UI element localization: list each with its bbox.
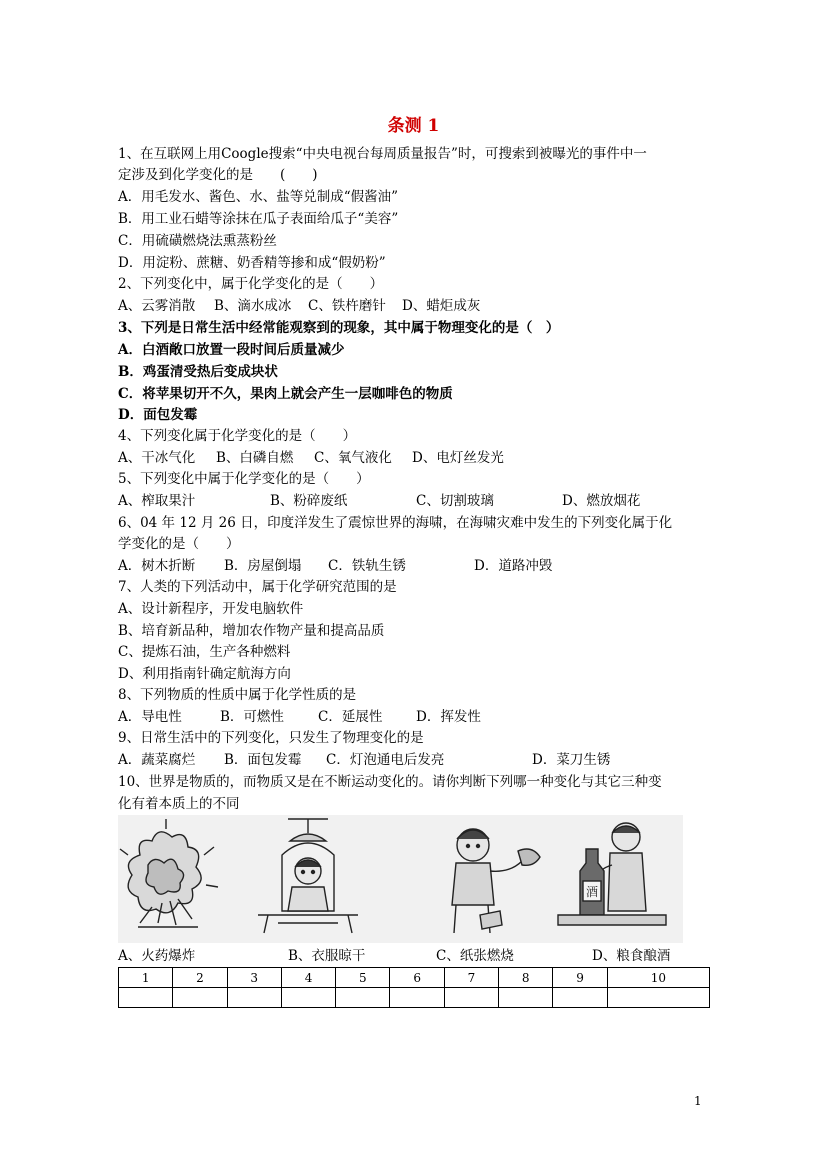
answer-blank-cell[interactable]: [390, 988, 444, 1008]
q10-option-a: A、火药爆炸: [118, 948, 196, 964]
q6-option-b: B．房屋倒塌: [224, 558, 302, 574]
drying-clothes-illustration: [258, 819, 358, 933]
answer-blank-cell[interactable]: [336, 988, 390, 1008]
q9-option-c: C．灯泡通电后发亮: [326, 752, 445, 768]
bottle-label: 酒: [585, 885, 599, 899]
q4-option-a: A、干冰气化: [118, 450, 196, 466]
q7-option-a: A、设计新程序，开发电脑软件: [118, 601, 304, 617]
q1-stem-line-1: 1、在互联网上用Coogle搜索“中央电视台每周质量报告”时，可搜索到被曝光的事件中一: [118, 146, 647, 162]
answer-blank-cell[interactable]: [607, 988, 709, 1008]
answer-header-cell: 5: [336, 968, 390, 988]
q7-option-c: C、提炼石油，生产各种燃料: [118, 644, 291, 660]
answer-header-cell: 6: [390, 968, 444, 988]
answer-table-header-row: [119, 968, 710, 988]
q6-options: [118, 557, 718, 575]
answer-table: [118, 967, 710, 1008]
q1-option-c: C．用硫磺燃烧法熏蒸粉丝: [118, 233, 277, 249]
q6-stem-line-1: 6、04 年 12 月 26 日，印度洋发生了震惊世界的海啸，在海啸灾难中发生的下列变化属于化: [118, 515, 673, 531]
q8-options: [118, 708, 718, 726]
q2-stem: 2、下列变化中，属于化学变化的是（ ）: [118, 276, 384, 292]
q10-options: [118, 947, 718, 965]
page-number: 1: [694, 1094, 702, 1108]
q5-stem: 5、下列变化中属于化学变化的是（ ）: [118, 471, 370, 487]
answer-header-cell: 9: [553, 968, 607, 988]
page-title: 条测 1: [387, 116, 440, 136]
answer-blank-cell[interactable]: [119, 988, 173, 1008]
q5-option-d: D、燃放烟花: [562, 493, 641, 509]
q1-stem-line-2: 定涉及到化学变化的是 ( ): [118, 167, 318, 183]
q9-stem: 9、日常生活中的下列变化，只发生了物理变化的是: [118, 730, 424, 746]
q3-option-b: B．鸡蛋清受热后变成块状: [118, 364, 278, 380]
answer-blank-cell[interactable]: [227, 988, 281, 1008]
q10-option-d: D、粮食酿酒: [592, 948, 671, 964]
answer-blank-cell[interactable]: [444, 988, 498, 1008]
q8-option-c: C．延展性: [318, 709, 383, 725]
answer-header-cell: 7: [444, 968, 498, 988]
q2-option-a: A、云雾消散: [118, 298, 196, 314]
q3-option-a: A．白酒敞口放置一段时间后质量减少: [118, 342, 345, 358]
answer-header-cell: 10: [607, 968, 709, 988]
q6-option-a: A．树木折断: [118, 558, 196, 574]
q8-option-a: A．导电性: [118, 709, 182, 725]
q10-illustrations: [118, 815, 683, 943]
q4-option-d: D、电灯丝发光: [412, 450, 504, 466]
answer-blank-cell[interactable]: [499, 988, 553, 1008]
answer-header-cell: 8: [499, 968, 553, 988]
q3-option-c: C．将苹果切开不久，果肉上就会产生一层咖啡色的物质: [118, 386, 453, 402]
q1-option-d: D．用淀粉、蔗糖、奶香精等掺和成“假奶粉”: [118, 255, 386, 271]
answer-blank-cell[interactable]: [281, 988, 335, 1008]
answer-header-cell: 2: [173, 968, 227, 988]
answer-header-cell: 4: [281, 968, 335, 988]
q6-option-d: D．道路冲毁: [474, 558, 553, 574]
q5-option-a: A、榨取果汁: [118, 493, 196, 509]
q9-option-a: A．蔬菜腐烂: [118, 752, 196, 768]
q4-stem: 4、下列变化属于化学变化的是（ ）: [118, 428, 357, 444]
q1-option-a: A．用毛发水、酱色、水、盐等兑制成“假酱油”: [118, 189, 399, 205]
q7-option-b: B、培育新品种，增加农作物产量和提高品质: [118, 623, 385, 639]
burning-paper-illustration: [452, 829, 540, 933]
q10-stem-line-2: 化有着本质上的不同: [118, 796, 240, 812]
q4-option-b: B、白磷自燃: [216, 450, 294, 466]
answer-blank-cell[interactable]: [553, 988, 607, 1008]
q8-stem: 8、下列物质的性质中属于化学性质的是: [118, 687, 357, 703]
answer-blank-cell[interactable]: [173, 988, 227, 1008]
explosion-illustration: [120, 819, 218, 927]
q2-options: [118, 297, 718, 315]
q3-option-d: D．面包发霉: [118, 407, 198, 423]
q5-options: [118, 492, 718, 510]
q9-options: [118, 751, 718, 769]
answer-table-blank-row: [119, 988, 710, 1008]
q7-option-d: D、利用指南针确定航海方向: [118, 666, 291, 682]
q9-option-d: D．菜刀生锈: [532, 752, 611, 768]
q4-option-c: C、氧气液化: [314, 450, 392, 466]
q10-option-c: C、纸张燃烧: [436, 948, 514, 964]
answer-header-cell: 1: [119, 968, 173, 988]
q2-option-d: D、蜡炬成灰: [402, 298, 481, 314]
q10-stem-line-1: 10、世界是物质的，而物质又是在不断运动变化的。请你判断下列哪一种变化与其它三种变: [118, 774, 662, 790]
q2-option-c: C、铁杵磨针: [308, 298, 386, 314]
q1-option-b: B．用工业石蜡等涂抹在瓜子表面给瓜子“美容”: [118, 211, 399, 227]
q5-option-b: B、粉碎废纸: [270, 493, 348, 509]
q8-option-b: B．可燃性: [220, 709, 284, 725]
q6-stem-line-2: 学变化的是（ ）: [118, 536, 240, 552]
q5-option-c: C、切割玻璃: [416, 493, 494, 509]
answer-header-cell: 3: [227, 968, 281, 988]
wine-making-illustration: [558, 823, 666, 925]
q4-options: [118, 449, 718, 467]
q10-option-b: B、衣服晾干: [288, 948, 366, 964]
q8-option-d: D．挥发性: [416, 709, 481, 725]
q3-stem: 3、下列是日常生活中经常能观察到的现象，其中属于物理变化的是（ ）: [118, 320, 560, 336]
q6-option-c: C．铁轨生锈: [328, 558, 406, 574]
q7-stem: 7、人类的下列活动中，属于化学研究范围的是: [118, 579, 397, 595]
q2-option-b: B、滴水成冰: [214, 298, 292, 314]
q9-option-b: B．面包发霉: [224, 752, 302, 768]
